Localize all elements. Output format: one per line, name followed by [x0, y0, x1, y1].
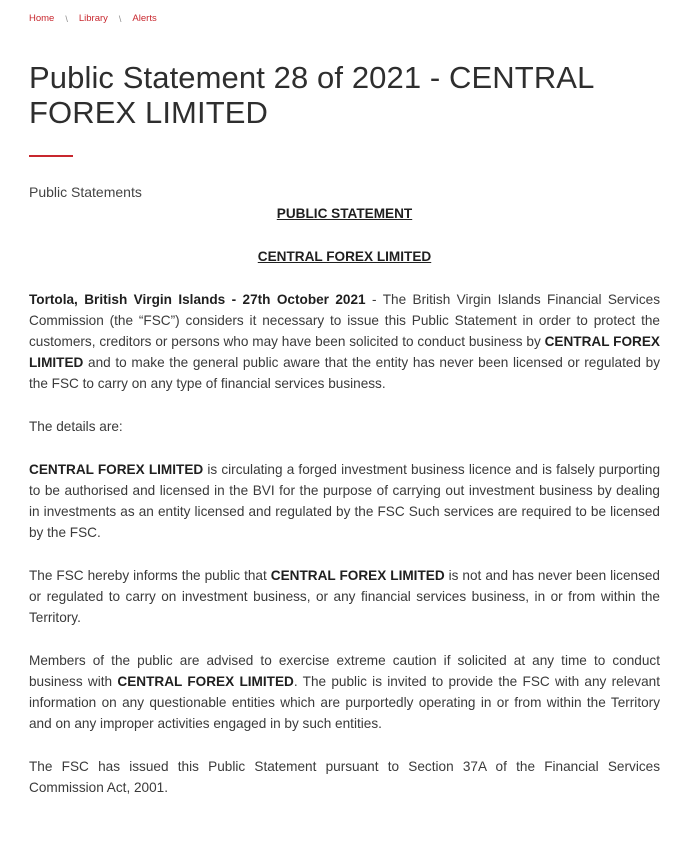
entity-name: CENTRAL FOREX LIMITED — [29, 334, 660, 370]
breadcrumb-separator: \ — [118, 13, 122, 24]
entity-name: CENTRAL FOREX LIMITED — [270, 568, 445, 583]
breadcrumb-home-link[interactable]: Home — [29, 13, 55, 24]
paragraph-details — [29, 459, 660, 543]
paragraph-authority: The FSC has issued this Public Statement pursuant to Section 37A of the Financial Services Commission Act, 2001. — [29, 759, 660, 795]
paragraph-caution — [29, 650, 660, 734]
statement-heading: PUBLIC STATEMENT — [276, 206, 413, 221]
informs-text-b: is not and has never been licensed or regulated to carry on investment business, or any financial services business, in or from within the Territory. — [29, 568, 660, 625]
details-text: is circulating a forged investment business licence and is falsely purporting to be authorised and licensed in the BVI for the purpose of carrying out investment business by dealing in investments as an entity licensed and regulated by the FSC Such services are required to be licensed by the FSC. — [29, 462, 660, 540]
breadcrumb — [29, 13, 157, 24]
breadcrumb-separator: \ — [65, 13, 68, 24]
breadcrumb-alerts-link[interactable]: Alerts — [132, 13, 157, 24]
paragraph-details-label: The details are: — [29, 419, 123, 434]
dateline: Tortola, British Virgin Islands - 27th October 2021 — [29, 292, 366, 307]
paragraph-informs — [29, 565, 660, 628]
statement-subheading: CENTRAL FOREX LIMITED — [257, 249, 432, 264]
title-divider — [29, 155, 73, 157]
entity-name: CENTRAL FOREX LIMITED — [29, 462, 204, 477]
statement-content — [29, 203, 660, 798]
caution-text-a: Members of the public are advised to exercise extreme caution if solicited at any time to conduct business with — [29, 653, 660, 689]
entity-name: CENTRAL FOREX LIMITED — [117, 674, 294, 689]
paragraph-intro — [29, 289, 660, 394]
breadcrumb-library-link[interactable]: Library — [78, 13, 108, 24]
page-title: Public Statement 28 of 2021 - CENTRAL FOREX LIMITED — [29, 60, 594, 130]
intro-text-a: - The British Virgin Islands Financial Services Commission (the “FSC”) considers it necessary to issue this Public Statement in order to protect the customers, creditors or persons who may have been solicited to conduct business by — [29, 292, 660, 349]
caution-text-b: . The public is invited to provide the FSC with any relevant information on any questionable entities which are purportedly operating in or from within the Territory and on any improper activities engaged in by such entities. — [29, 674, 660, 731]
informs-text-a: The FSC hereby informs the public that — [29, 568, 271, 583]
intro-text-b: and to make the general public aware that the entity has never been licensed or regulated by the FSC to carry on any type of financial services business. — [29, 355, 660, 391]
category-label: Public Statements — [29, 184, 142, 200]
